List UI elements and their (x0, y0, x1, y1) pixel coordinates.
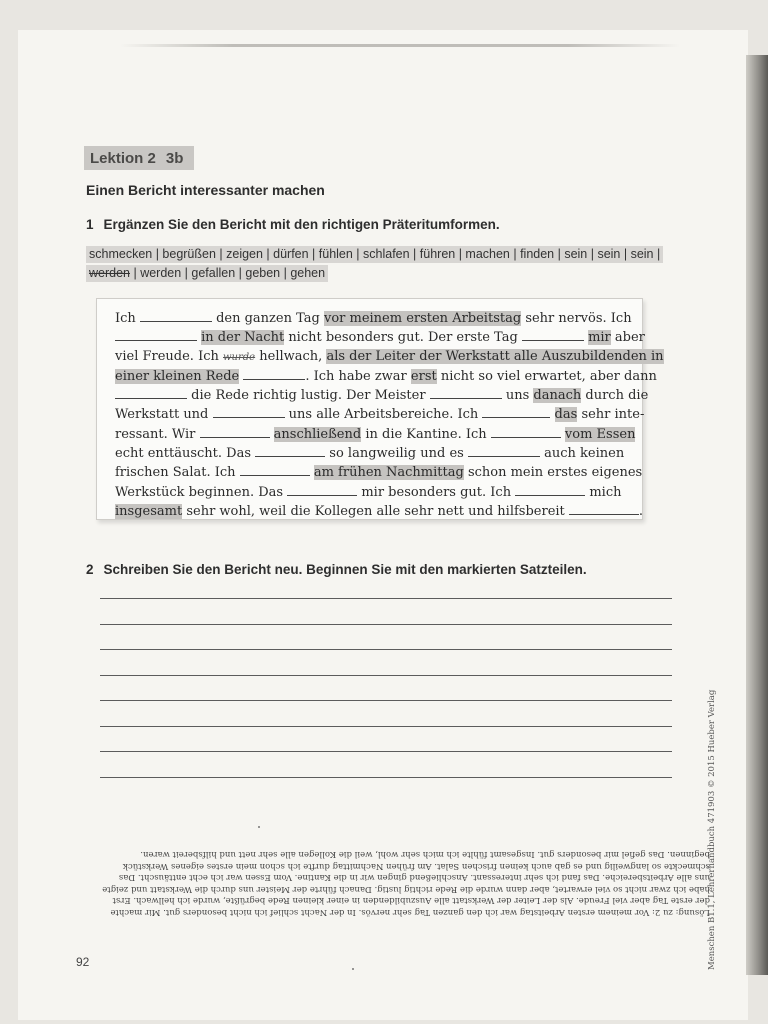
writing-line[interactable] (100, 700, 672, 701)
solution-line: habe ich zwar nicht so viel erwartet, aber dann wurde die Rede richtig lustig. Danach führte der Meister uns durch die Werkstatt und zeigte (102, 884, 710, 894)
crossed-out-word: werden (89, 266, 130, 280)
text-fragment: hellwach, (259, 348, 323, 364)
text-fragment: den ganzen Tag (216, 311, 320, 326)
text-fragment: Werkstatt und (115, 407, 209, 423)
answer-gap[interactable] (200, 425, 270, 438)
text-fragment: viel Freude. Ich (115, 348, 219, 364)
text-line (115, 386, 649, 405)
highlighted-phrase: in der Nacht (201, 330, 285, 346)
writing-line[interactable] (100, 649, 672, 650)
word-bank-line-2-rest: | werden | gefallen | geben | gehen (130, 266, 326, 280)
text-fragment: . Ich habe zwar (305, 368, 407, 384)
text-fragment: ressant. Wir (115, 426, 196, 442)
task-1-instruction (86, 217, 500, 232)
text-fragment: mich (589, 484, 622, 500)
answer-gap[interactable] (287, 483, 357, 496)
writing-line[interactable] (100, 751, 672, 752)
word-bank-line-1: schmecken | begrüßen | zeigen | dürfen | fühlen | schlafen | führen | machen | finden | sein | sein | sein | (86, 246, 663, 263)
solution-line: uns alle Arbeitsbereiche. Das fand ich sehr interessant. Anschließend gingen wir in die Kantine. Vom Essen war ich echt enttäuscht. Das (118, 872, 710, 883)
text-fragment: echt enttäuscht. Das (115, 446, 251, 462)
text-fragment: uns (505, 388, 530, 404)
text-fragment: aber (614, 330, 645, 346)
text-line (115, 444, 625, 463)
solution-line: schmeckte so langweilig und es gab auch keinen frischen Salat. Am frühen Nachmittag durfte ich schon mein erstes eigenes Werkstück (122, 861, 710, 871)
text-fragment: . (638, 503, 644, 519)
answer-gap[interactable] (115, 386, 187, 399)
writing-lines (100, 598, 672, 802)
text-line (115, 367, 657, 386)
answer-gap[interactable] (468, 444, 540, 457)
text-fragment: sehr inte- (581, 407, 645, 423)
text-fragment: Werkstück beginnen. Das (115, 484, 284, 500)
text-line (115, 405, 645, 424)
text-fragment: frischen Salat. Ich (115, 465, 236, 481)
writing-line[interactable] (100, 777, 672, 778)
lesson-badge (84, 146, 194, 170)
speck (352, 968, 354, 970)
highlighted-phrase: vor meinem ersten Arbeitstag (323, 311, 522, 326)
writing-line[interactable] (100, 675, 672, 676)
highlighted-phrase: danach (533, 388, 582, 404)
task-number: 1 (86, 217, 94, 232)
answer-gap[interactable] (140, 309, 212, 322)
solution-line: der erste Tag aber viel Freude. Als der Leiter der Werkstatt alle Auszubildenden in einer kleinen Rede begrüßte, wurde ich hellwach. Erst (112, 895, 710, 906)
word-bank-line-2 (86, 265, 328, 282)
solution-line: beginnen. Das gefiel mir besonders gut. Insgesamt fühlte ich mich sehr wohl, weil die Kollegen alle sehr nett und hilfsbereit waren. (140, 849, 710, 860)
highlighted-phrase: vom Essen (564, 426, 636, 442)
writing-line[interactable] (100, 726, 672, 727)
text-line (115, 425, 636, 444)
answer-gap[interactable] (243, 367, 305, 380)
text-fragment: in die Kantine. Ich (365, 426, 487, 442)
text-fragment: sehr nervös. Ich (525, 311, 632, 326)
highlighted-phrase: das (554, 407, 578, 423)
text-line (115, 328, 645, 347)
page-title: Einen Bericht interessanter machen (86, 182, 325, 198)
answer-gap[interactable] (115, 328, 197, 341)
answer-gap[interactable] (213, 405, 285, 418)
writing-line[interactable] (100, 598, 672, 599)
lesson-label: Lektion 2 (90, 149, 156, 167)
text-fragment: schon mein erstes eigenes (467, 465, 643, 481)
text-line (115, 348, 664, 367)
task-2-instruction (86, 562, 587, 577)
text-line (115, 502, 644, 521)
text-fragment: uns alle Arbeitsbereiche. Ich (288, 407, 479, 423)
answer-gap[interactable] (515, 483, 585, 496)
text-fragment: sehr wohl, weil die Kollegen alle sehr nett und hilfsbereit (186, 503, 565, 519)
scan-shadow (120, 44, 680, 47)
text-fragment: mir besonders gut. Ich (361, 484, 512, 500)
task-text: Schreiben Sie den Bericht neu. Beginnen Sie mit den markierten Satzteilen. (103, 562, 587, 577)
answer-gap[interactable] (430, 386, 502, 399)
text-fragment: Ich (115, 311, 136, 326)
page-number: 92 (76, 955, 90, 969)
report-text-box (96, 298, 664, 520)
highlighted-phrase: als der Leiter der Werkstatt alle Auszubildenden in (326, 348, 664, 364)
writing-line[interactable] (100, 624, 672, 625)
highlighted-phrase: insgesamt (115, 503, 183, 519)
highlighted-phrase: am frühen Nachmittag (313, 465, 464, 481)
text-fragment: durch die (585, 388, 649, 404)
text-line (115, 309, 632, 328)
solution-line: Lösung: zu 2: Vor meinem ersten Arbeitstag war ich den ganzen Tag sehr nervös. In der Nacht schlief ich nicht besonders gut. Mir machte (110, 907, 710, 917)
highlighted-phrase: mir (588, 330, 611, 346)
highlighted-phrase: einer kleinen Rede (115, 368, 240, 384)
answer-gap[interactable] (522, 328, 584, 341)
copyright-credit: Menschen B1.1, Lehrerhandbuch 471903 © 2015 Hueber Verlag (707, 689, 717, 970)
text-fragment: so langweilig und es (329, 446, 464, 462)
text-fragment: die Rede richtig lustig. Der Meister (191, 388, 426, 404)
speck (258, 826, 260, 828)
handwritten-note: wurde (223, 351, 256, 363)
lesson-section: 3b (165, 149, 184, 167)
answer-gap[interactable] (255, 444, 325, 457)
highlighted-phrase: erst (410, 368, 437, 384)
text-fragment: nicht besonders gut. Der erste Tag (288, 330, 518, 346)
task-text: Ergänzen Sie den Bericht mit den richtigen Präteritumformen. (103, 217, 500, 232)
answer-gap[interactable] (569, 502, 639, 515)
text-line (115, 483, 625, 502)
text-fragment: auch keinen (544, 446, 625, 462)
report-paragraph (115, 309, 664, 521)
upside-down-solution (60, 848, 710, 917)
book-spine (746, 55, 768, 975)
text-fragment: nicht so viel erwartet, aber dann (440, 368, 657, 384)
text-line (115, 463, 643, 482)
highlighted-phrase: anschließend (273, 426, 362, 442)
task-number: 2 (86, 562, 94, 577)
answer-gap[interactable] (482, 405, 550, 418)
word-bank (86, 246, 661, 284)
answer-gap[interactable] (491, 425, 561, 438)
answer-gap[interactable] (240, 463, 310, 476)
